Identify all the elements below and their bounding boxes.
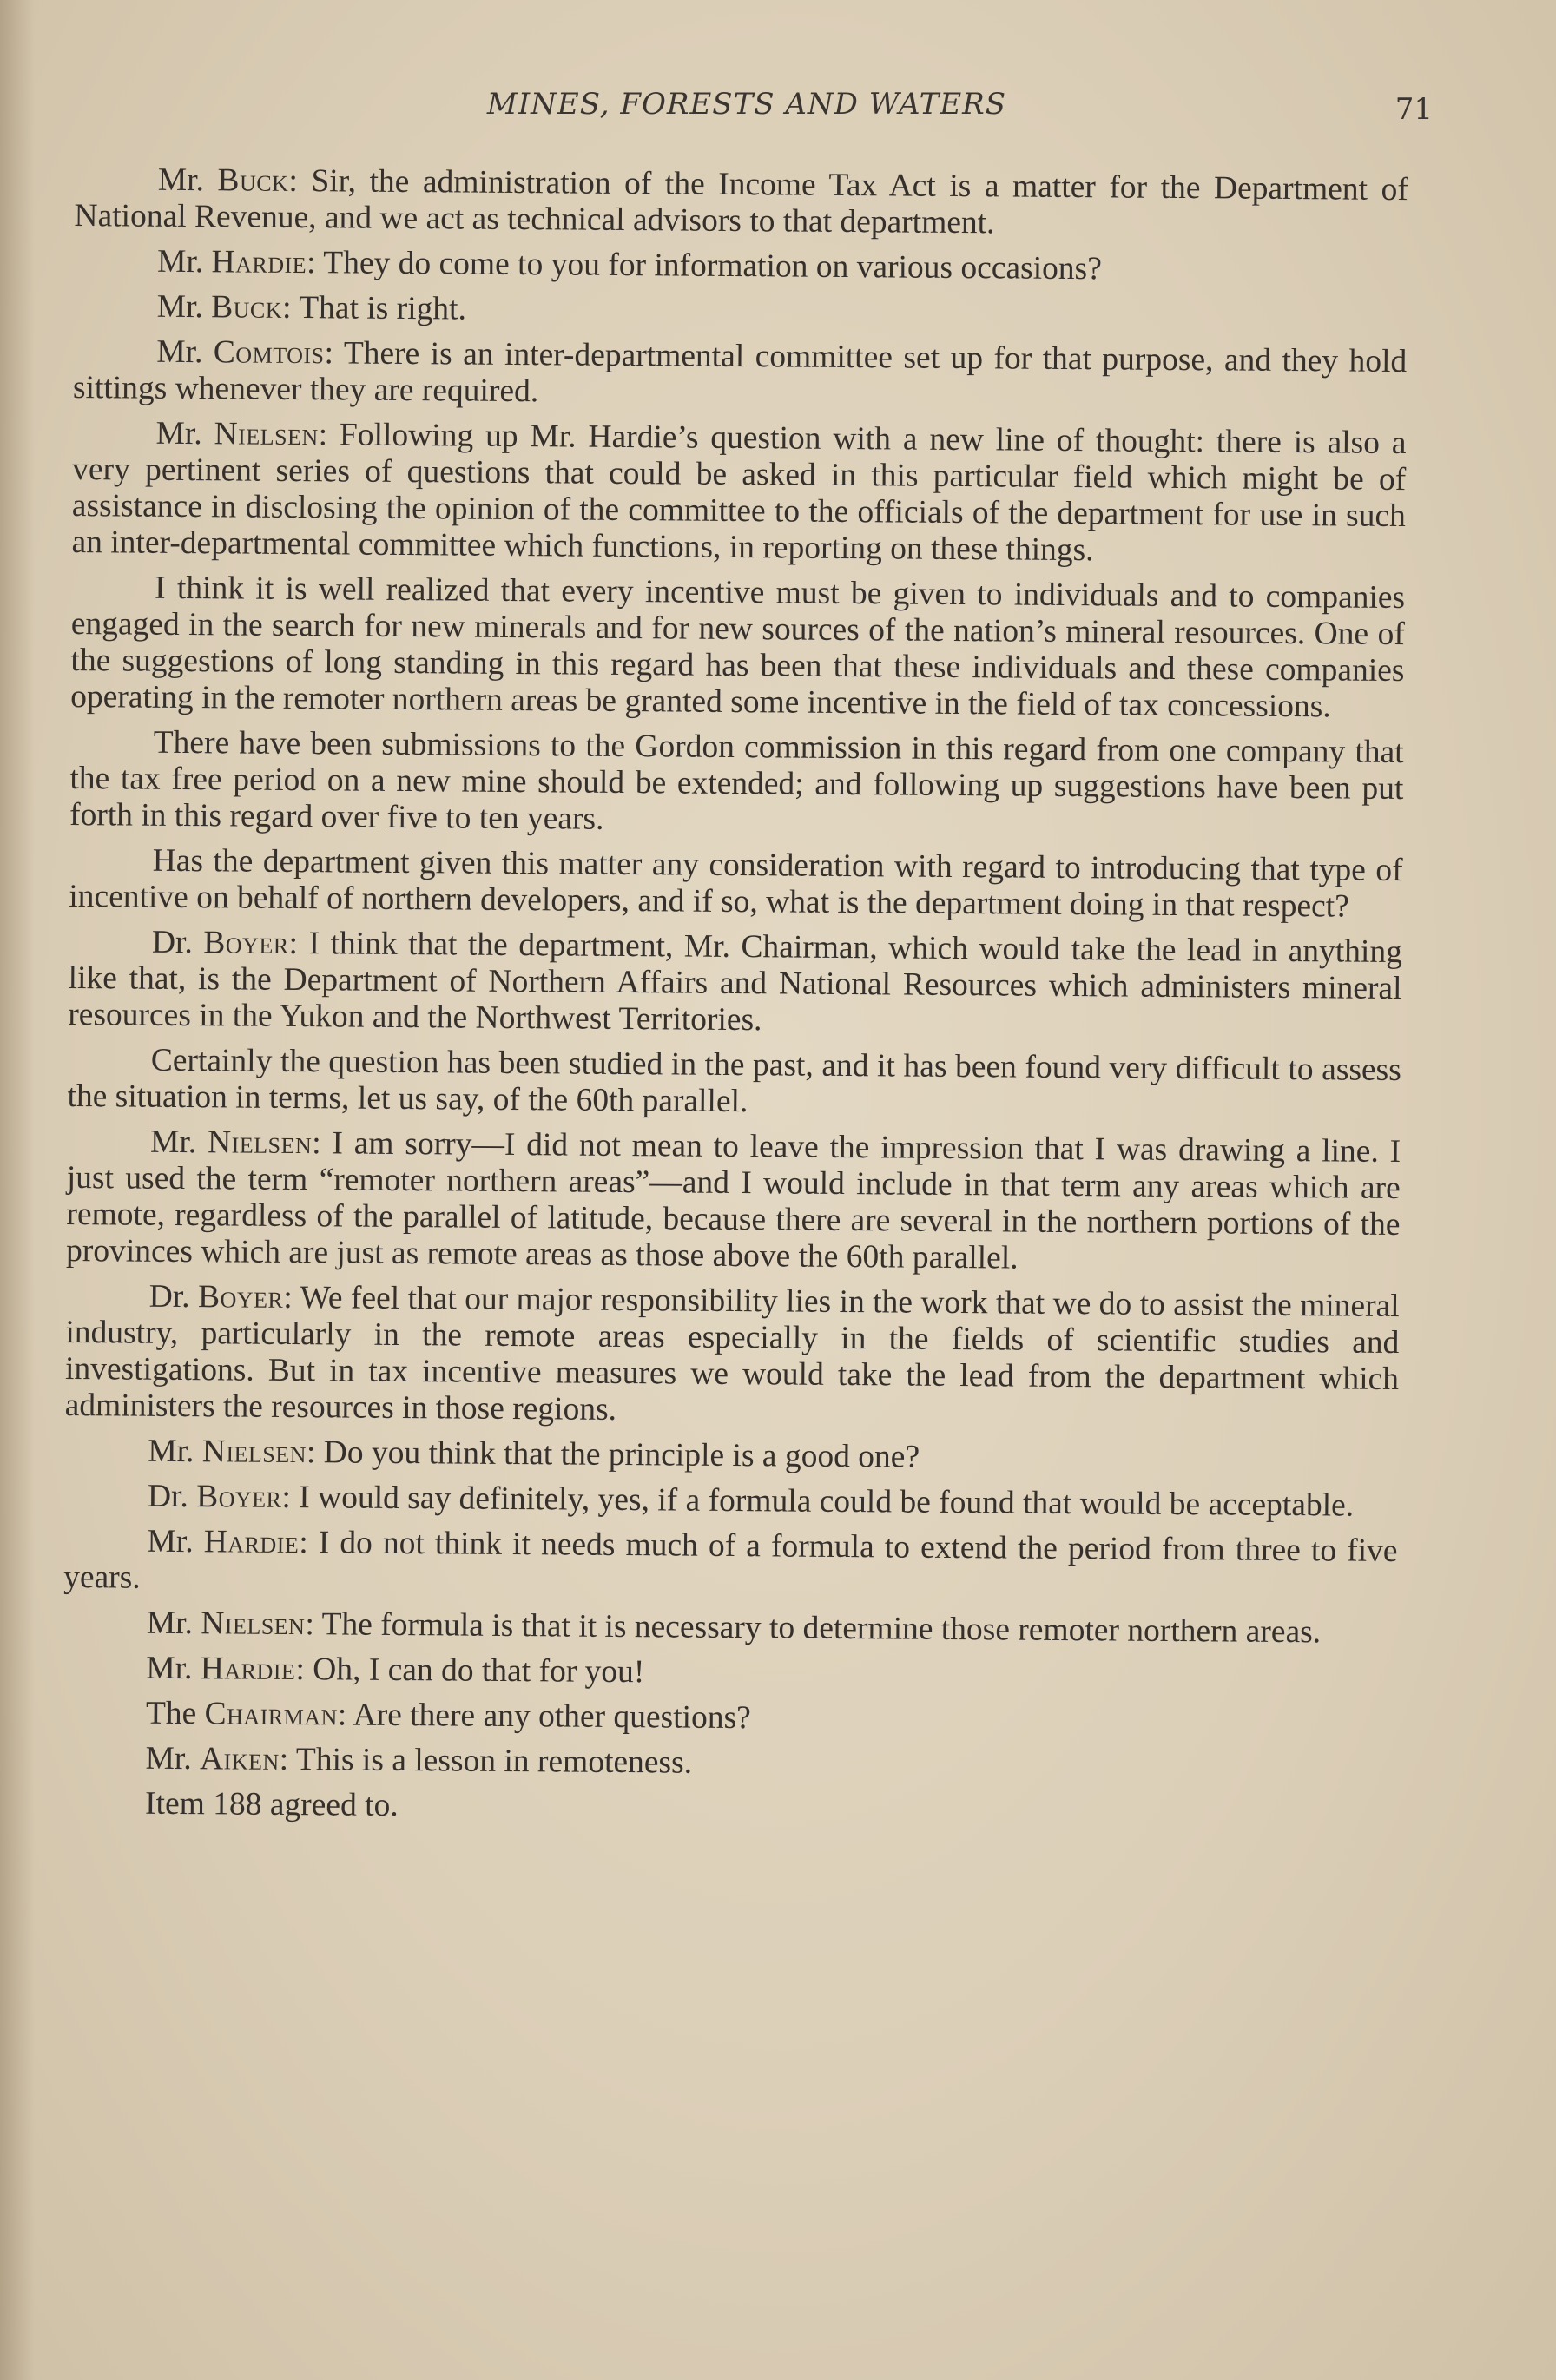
speaker-name: Aiken bbox=[199, 1741, 280, 1777]
running-head: MINES, FORESTS AND WATERS bbox=[486, 87, 1007, 122]
paragraph: Mr. Nielsen: Following up Mr. Hardie’s question with a new line of thought: there is also a very pertinent series of questions that could be asked in this particular field which might be of assistance in disclosing the opinion of the committee to the officials of the department for use in such an inter-departmental committee which functions, in reporting on these things. bbox=[71, 415, 1407, 569]
speaker-title: Mr. bbox=[157, 162, 205, 199]
paragraph-text: This is a lesson in remoteness. bbox=[295, 1742, 693, 1781]
speaker-title: Mr. bbox=[155, 415, 202, 452]
speaker-title: Dr. bbox=[151, 924, 193, 961]
paragraph bbox=[70, 570, 1405, 726]
speaker-name: Buck bbox=[211, 289, 283, 326]
paragraph: Mr. Buck: That is right. bbox=[156, 288, 467, 327]
paragraph: Dr. Boyer: I think that the department, Mr. Chairman, which would take the lead in anything like that, is the Department of Northern Affairs and National Resources which administers mineral resources in the Yukon and the Northwest Territories. bbox=[68, 924, 1403, 1038]
speaker-title: The bbox=[145, 1695, 197, 1732]
speaker-title: Dr. bbox=[147, 1478, 188, 1515]
transcript-body bbox=[62, 162, 1408, 1841]
paragraph: Mr. Nielsen: Do you think that the principle is a good one? bbox=[148, 1433, 920, 1475]
paragraph-text: That is right. bbox=[299, 290, 467, 327]
paragraph-text: There have been submissions to the Gordon commission in this regard from one company that the tax free period on a new mine should be extended; and following up suggestions have been put forth in this regard over five to ten years. bbox=[69, 724, 1404, 837]
paragraph: The Chairman: Are there any other questions? bbox=[145, 1695, 751, 1737]
speaker-name: Nielsen bbox=[201, 1434, 307, 1471]
speaker-title: Mr. bbox=[156, 243, 204, 280]
speaker-name: Buck bbox=[217, 162, 289, 199]
paragraph-text: I am sorry—I did not mean to leave the impression that I was drawing a line. I just used the term “remoter northern areas”—and I would include in that term any areas which are remote, regardless of the parallel of latitude, because there are several in the northern portions of the provinces which are just as remote areas as those above the 60th parallel. bbox=[65, 1125, 1401, 1276]
speaker-name: Hardie bbox=[203, 1524, 300, 1561]
paragraph bbox=[69, 724, 1404, 844]
paragraph: Mr. Hardie: Oh, I can do that for you! bbox=[146, 1650, 645, 1691]
speaker-title: Mr. bbox=[145, 1740, 192, 1777]
paragraph-text: Has the department given this matter any consideration with regard to introducing that type of incentive on behalf of northern developers, and if so, what is the department doing in that respect? bbox=[69, 842, 1403, 925]
speaker-name: Hardie bbox=[211, 244, 307, 281]
paragraph: Mr. Nielsen: I am sorry—I did not mean to leave the impression that I was drawing a line. I just used the term “remoter northern areas”—and I would include in that term any areas which are remote, regardless of the parallel of latitude, because there are several in the northern portions of the provinces which are just as remote areas as those above the 60th parallel. bbox=[65, 1124, 1401, 1276]
paragraph-text: Sir, the administration of the Income Tax Act is a matter for the Department of National Revenue, and we act as technical advisors to that department. bbox=[74, 163, 1408, 241]
paragraph: Dr. Boyer: I would say definitely, yes, if a formula could be found that would be acceptable. bbox=[147, 1478, 1355, 1524]
paragraph: Dr. Boyer: We feel that our major responsibility lies in the work that we do to assist the mineral industry, particularly in the remote areas especially in the fields of scientific studies and investigations. But in tax incentive measures we would take the lead from the department which administers the resources in those regions. bbox=[64, 1278, 1400, 1427]
paragraph: Mr. Hardie: They do come to you for information on various occasions? bbox=[156, 243, 1103, 287]
speaker-title: Dr. bbox=[148, 1278, 190, 1315]
paragraph-text: They do come to you for information on various occasions? bbox=[323, 245, 1103, 287]
paragraph-text: I do not think it needs much of a formula to extend the period from three to five years. bbox=[63, 1525, 1398, 1596]
paragraph-text: The formula is that it is necessary to determine those remoter northern areas. bbox=[321, 1606, 1322, 1651]
paragraph: Mr. Nielsen: The formula is that it is necessary to determine those remoter northern areas. bbox=[146, 1605, 1322, 1651]
speaker-name: Boyer bbox=[203, 925, 289, 961]
speaker-name: Chairman bbox=[204, 1696, 339, 1733]
speaker-title: Mr. bbox=[156, 288, 203, 326]
speaker-title: Mr. bbox=[156, 333, 203, 371]
paragraph-text: Item 188 agreed to. bbox=[144, 1785, 399, 1823]
speaker-name: Nielsen bbox=[214, 416, 319, 453]
paragraph-text: Oh, I can do that for you! bbox=[313, 1651, 645, 1691]
speaker-name: Nielsen bbox=[207, 1124, 313, 1162]
speaker-title: Mr. bbox=[146, 1605, 194, 1642]
speaker-name: Boyer bbox=[196, 1479, 282, 1515]
paragraph bbox=[62, 1785, 1395, 1832]
paragraph: Mr. Hardie: I do not think it needs much of a formula to extend the period from three to five years. bbox=[63, 1523, 1398, 1596]
paragraph-text: We feel that our major responsibility lies in the work that we do to assist the mineral industry, particularly in the remote areas especially in the fields of scientific studies and investigations. But in tax incentive measures we would take the lead from the department which administers the resources in those regions. bbox=[64, 1280, 1400, 1427]
speaker-title: Mr. bbox=[148, 1433, 194, 1470]
speaker-title: Mr. bbox=[146, 1650, 193, 1687]
speaker-name: Nielsen bbox=[201, 1605, 306, 1643]
paragraph bbox=[67, 1042, 1401, 1125]
speaker-title: Mr. bbox=[149, 1124, 197, 1161]
paragraph-text: I think that the department, Mr. Chairman, which would take the lead in anything like that, is the Department of Northern Affairs and National Resources which administers mineral resources in the Yukon and the Northwest Territories. bbox=[68, 926, 1403, 1038]
paragraph-text: Are there any other questions? bbox=[353, 1697, 751, 1737]
paragraph bbox=[69, 842, 1403, 926]
paragraph-text: I think it is well realized that every incentive must be given to individuals and to companies engaged in the search for new minerals and for new sources of the nation’s mineral resources. One of the suggestions of long standing in this regard has been that these individuals and these companies operating in the remoter northern areas be granted some incentive in the field of tax concessions. bbox=[69, 570, 1406, 725]
paragraph-text: There is an inter-departmental committee set up for that purpose, and they hold sittings whenever they are required. bbox=[72, 335, 1408, 410]
paragraph: Mr. Buck: Sir, the administration of the Income Tax Act is a matter for the Department of National Revenue, and we act as technical advisors to that department. bbox=[74, 162, 1408, 241]
paragraph: Mr. Comtois: There is an inter-departmental committee set up for that purpose, and they hold sittings whenever they are required. bbox=[72, 333, 1408, 410]
paragraph-text: Certainly the question has been studied in the past, and it has been found very difficult to assess the situation in terms, let us say, of the 60th parallel. bbox=[67, 1042, 1401, 1120]
speaker-name: Comtois bbox=[213, 334, 325, 372]
page-header bbox=[75, 87, 1433, 139]
page-number: 71 bbox=[1394, 92, 1433, 127]
speaker-name: Hardie bbox=[200, 1651, 296, 1688]
paragraph: Mr. Aiken: This is a lesson in remoteness. bbox=[145, 1740, 693, 1781]
speaker-name: Boyer bbox=[197, 1279, 284, 1315]
paragraph-text: Do you think that the principle is a good one? bbox=[323, 1434, 920, 1475]
paragraph-text: Following up Mr. Hardie’s question with a new line of thought: there is also a very pertinent series of questions that could be asked in this particular field which might be of assistance in disclosing the opinion of the committee to the officials of the department for use in such an inter-departmental committee which functions, in reporting on these things. bbox=[71, 417, 1407, 569]
paragraph-text: I would say definitely, yes, if a formula could be found that would be acceptable. bbox=[299, 1480, 1355, 1524]
speaker-title: Mr. bbox=[147, 1523, 194, 1560]
